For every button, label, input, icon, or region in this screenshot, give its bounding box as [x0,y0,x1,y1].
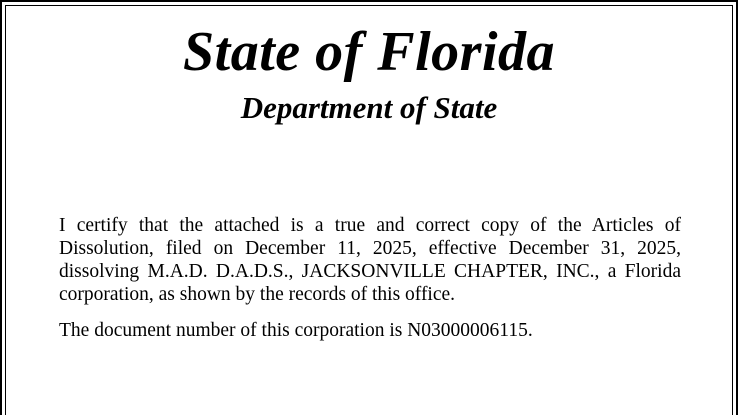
certification-statement: I certify that the attached is a true and correct copy of the Articles of Dissolution, filed on December 11, 2025, effective December 31, 2025, dissolving M.A.D. D.A.D.S., JACKSONVILLE CHAPTER, INC., a Florida corporation, as shown by the records of this office. [59,215,681,305]
border-top-rule [0,0,738,2]
page-subtitle: Department of State [240,90,498,125]
border-top-inner-rule [5,5,733,6]
document-number-statement: The document number of this corporation is N03000006115. [59,320,533,341]
page-title: State of Florida [182,21,556,83]
